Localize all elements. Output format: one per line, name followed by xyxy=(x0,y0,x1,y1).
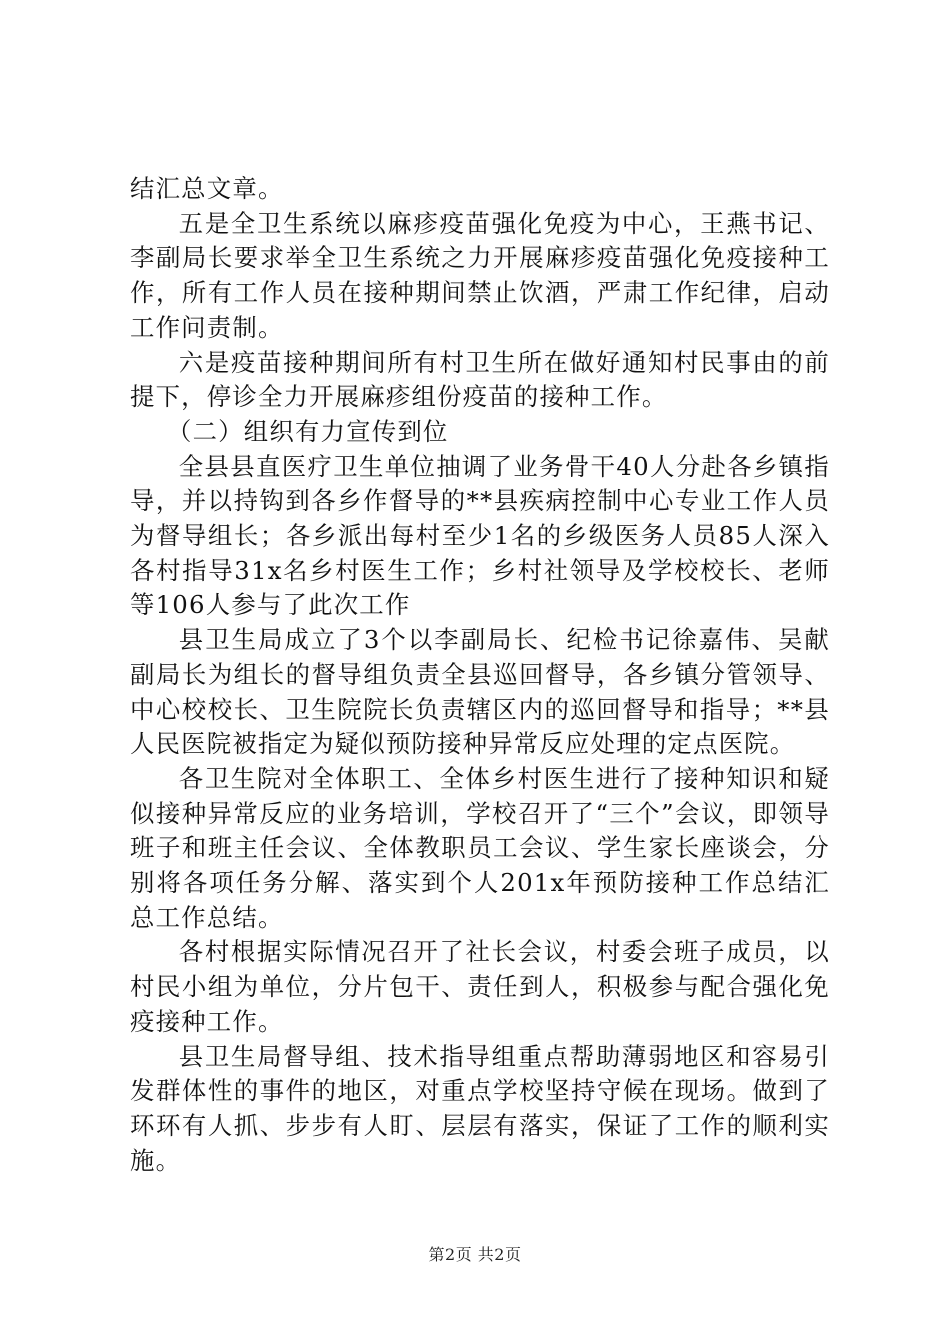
paragraph-item-six: 六是疫苗接种期间所有村卫生所在做好通知村民事由的前提下，停诊全力开展麻疹组份疫苗的接种工作。 xyxy=(130,347,830,412)
paragraph-village-meetings: 各村根据实际情况召开了社长会议，村委会班子成员，以村民小组为单位，分片包干、责任到人，积极参与配合强化免疫接种工作。 xyxy=(130,937,830,1036)
paragraph-training: 各卫生院对全体职工、全体乡村医生进行了接种知识和疑似接种异常反应的业务培训，学校召开了“三个”会议，即领导班子和班主任会议、全体教职员工会议、学生家长座谈会，分别将各项任务分解、落实到个人201x年预防接种工作总结汇总工作总结。 xyxy=(130,763,830,932)
paragraph-supervision: 县卫生局成立了3个以李副局长、纪检书记徐嘉伟、吴献副局长为组长的督导组负责全县巡回督导，各乡镇分管领导、中心校校长、卫生院院长负责辖区内的巡回督导和指导；**县人民医院被指定为疑似预防接种异常反应处理的定点医院。 xyxy=(130,625,830,759)
document-body xyxy=(130,172,830,1178)
paragraph-staffing: 全县县直医疗卫生单位抽调了业务骨干40人分赴各乡镇指导，并以持钩到各乡作督导的**县疾病控制中心专业工作人员为督导组长；各乡派出每村至少1名的乡级医务人员85人深入各村指导31x名乡村医生工作；乡村社领导及学校校长、老师等106人参与了此次工作 xyxy=(130,451,830,620)
paragraph-item-five: 五是全卫生系统以麻疹疫苗强化免疫为中心，王燕书记、李副局长要求举全卫生系统之力开展麻疹疫苗强化免疫接种工作，所有工作人员在接种期间禁止饮酒，严肃工作纪律，启动工作问责制。 xyxy=(130,208,830,342)
paragraph-continuation: 结汇总文章。 xyxy=(130,174,284,203)
paragraph-guidance: 县卫生局督导组、技术指导组重点帮助薄弱地区和容易引发群体性的事件的地区，对重点学校坚持守候在现场。做到了环环有人抓、步步有人盯、层层有落实，保证了工作的顺利实施。 xyxy=(130,1041,830,1175)
section-heading: （二）组织有力宣传到位 xyxy=(167,416,449,446)
page-number-footer: 第2页 共2页 xyxy=(428,1245,522,1264)
